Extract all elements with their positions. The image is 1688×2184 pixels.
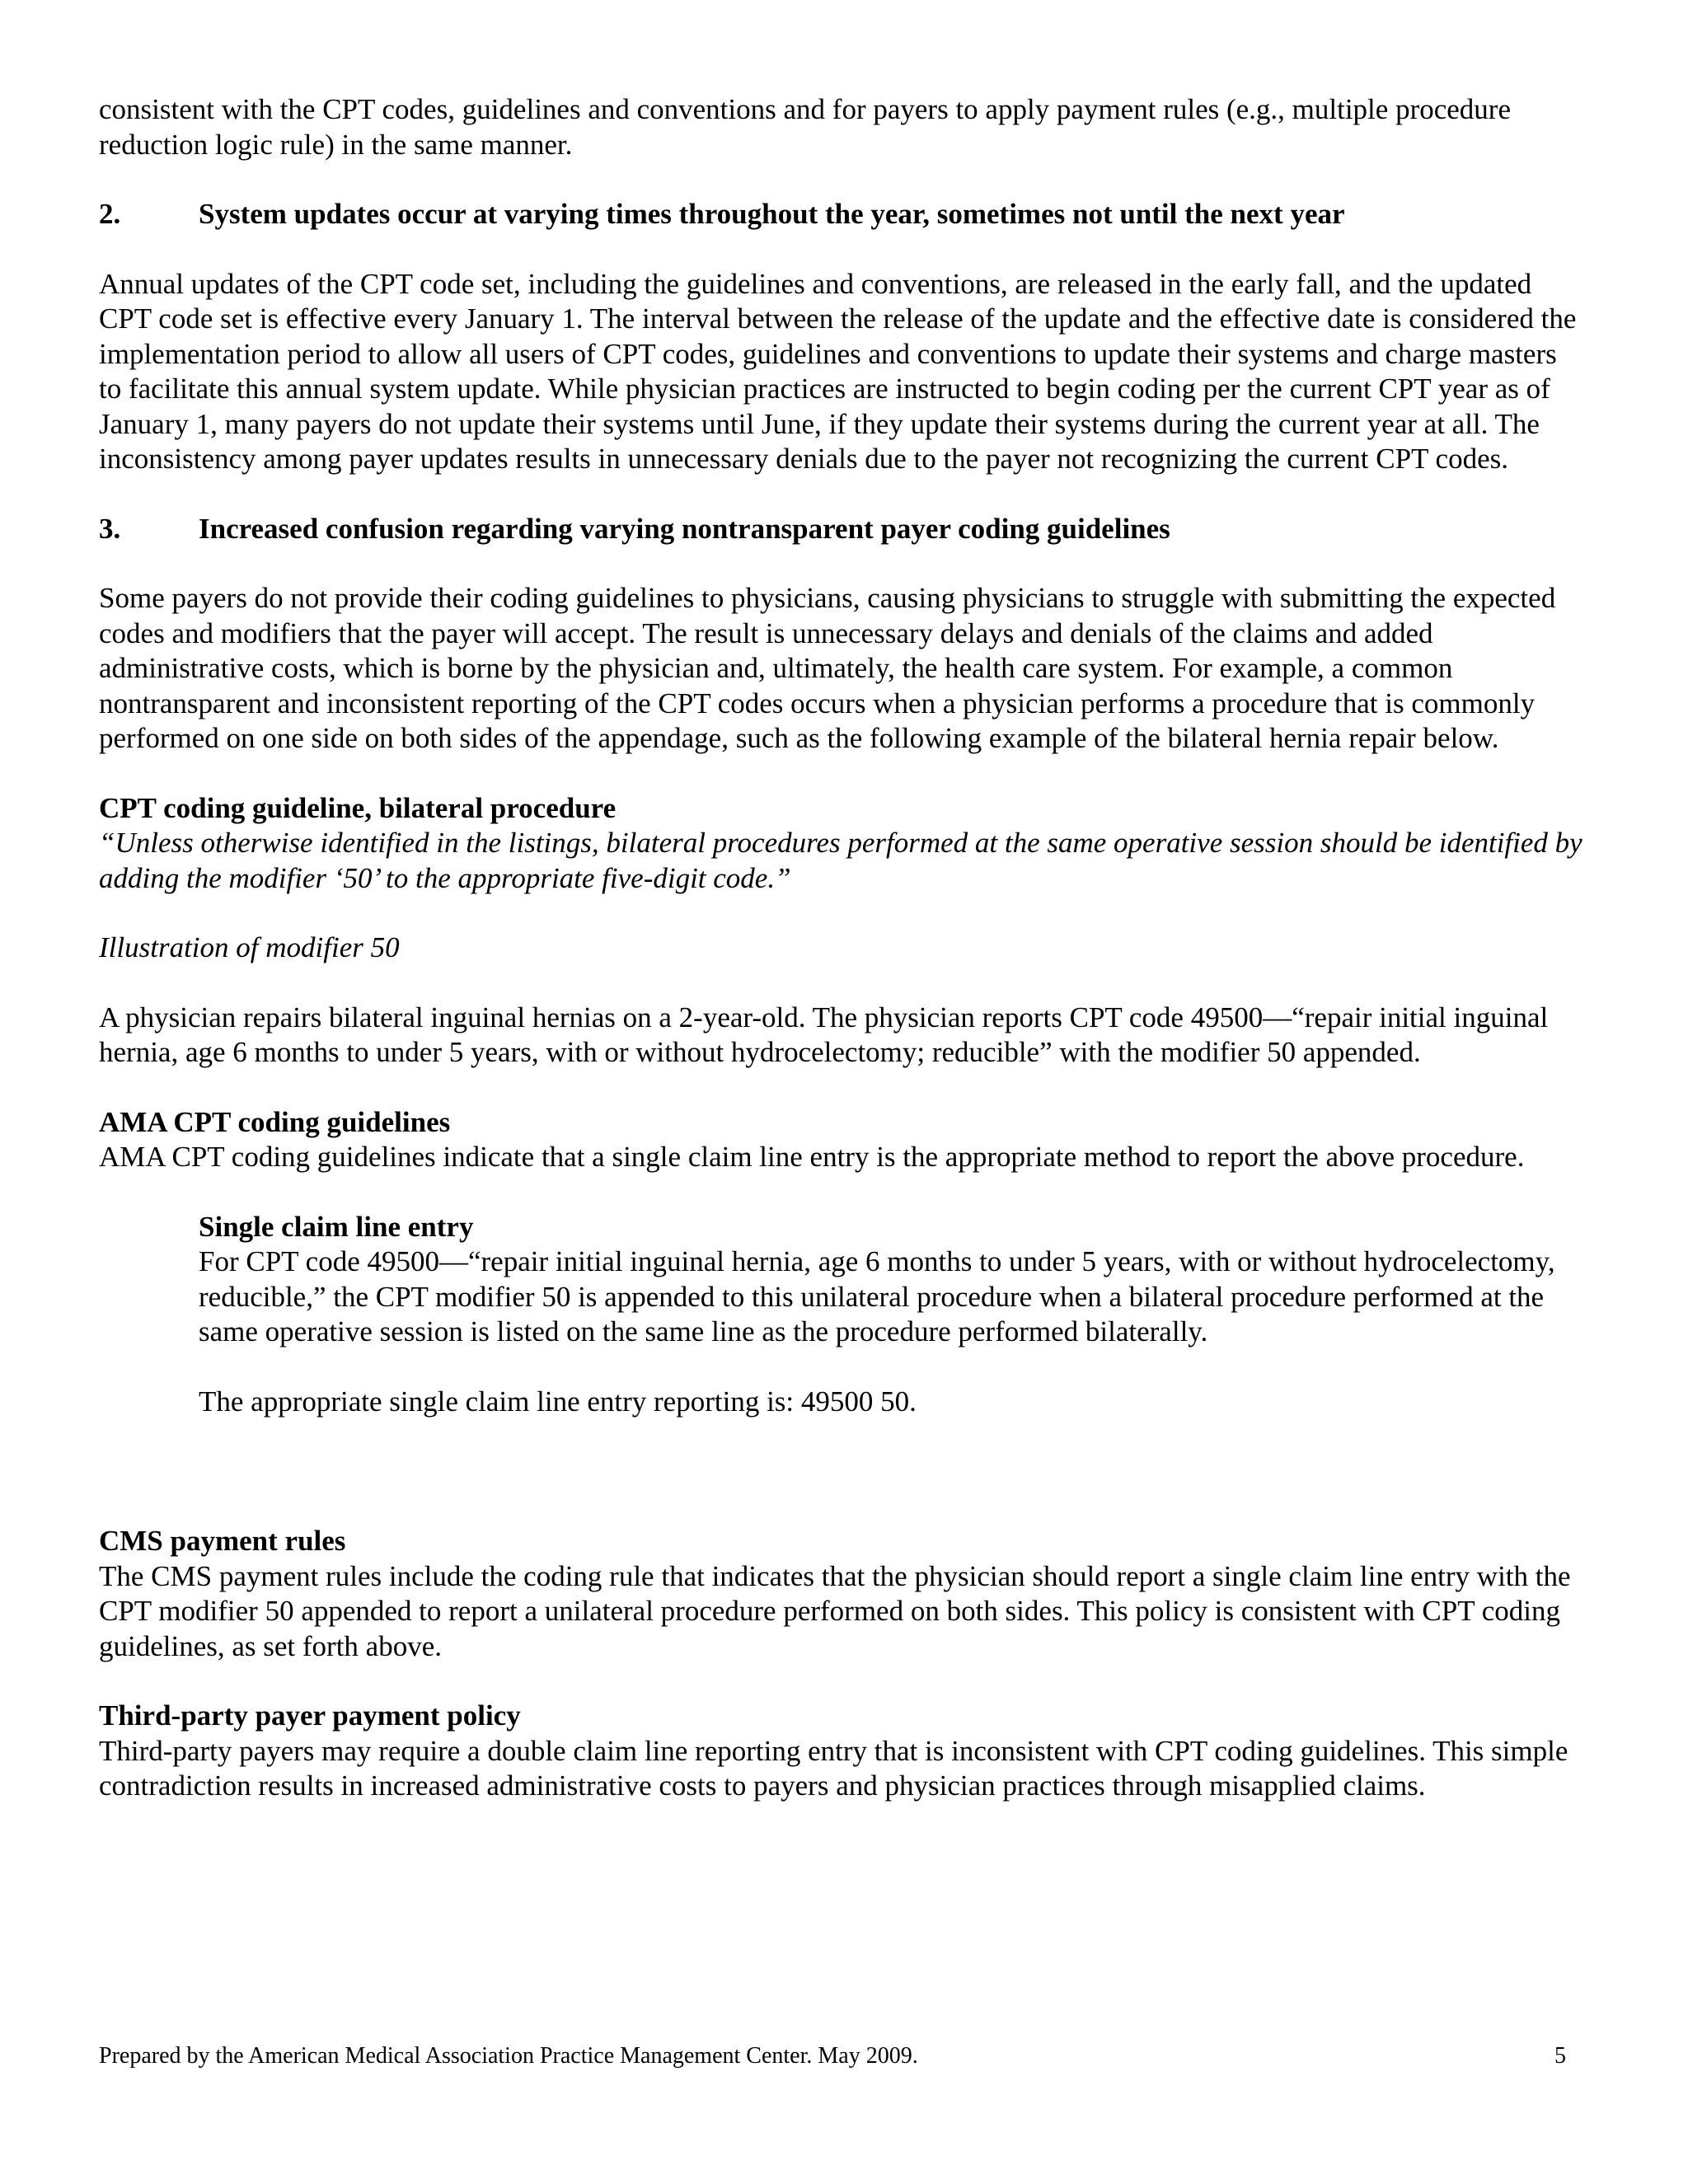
illustration-heading: Illustration of modifier 50 [99,931,400,963]
ama-guidelines-body: AMA CPT coding guidelines indicate that a single claim line entry is the appropriate method to report the above procedure. [99,1141,1525,1173]
section-3-body: Some payers do not provide their coding guidelines to physicians, causing physicians to struggle with submitting the expected codes and modifiers that the payer will accept. The result is unnecessary delays and denials of the claims and added administrative costs, which is borne by the physician and, ultimately, the health care system. For example, a common nontransparent and inconsistent reporting of the CPT codes occurs when a physician performs a procedure that is commonly performed on one side on both sides of the appendage, such as the following example of the bilateral hernia repair below. [99,582,1556,754]
bilateral-guideline-heading: CPT coding guideline, bilateral procedure [99,791,617,824]
document-page [99,92,1582,1804]
single-claim-block [199,1210,1582,1420]
section-2-heading [99,197,1582,232]
single-claim-reporting: The appropriate single claim line entry reporting is: 49500 50. [199,1385,917,1418]
page-number: 5 [1554,2043,1566,2069]
section-2-title: System updates occur at varying times throughout the year, sometimes not until the next year [199,198,1345,230]
intro-paragraph: consistent with the CPT codes, guidelines and conventions and for payers to apply payment rules (e.g., multiple procedure reduction logic rule) in the same manner. [99,93,1511,161]
third-party-body: Third-party payers may require a double claim line reporting entry that is inconsistent with CPT coding guidelines. This simple contradiction results in increased administrative costs to payers and physician practices through misapplied claims. [99,1734,1568,1802]
section-3-title: Increased confusion regarding varying nontransparent payer coding guidelines [199,512,1170,545]
bilateral-guideline-quote: “Unless otherwise identified in the listings, bilateral procedures performed at the same operative session should be identified by adding the modifier ‘50’ to the appropriate five-digit code.” [99,827,1582,894]
footer-credit: Prepared by the American Medical Association Practice Management Center. May 2009. [99,2043,918,2069]
section-3-heading [99,512,1582,547]
single-claim-body: For CPT code 49500—“repair initial inguinal hernia, age 6 months to under 5 years, with or without hydrocelectomy, reducible,” the CPT modifier 50 is appended to this unilateral procedure when a bilateral procedure performed at the same operative session is listed on the same line as the procedure performed bilaterally. [199,1245,1555,1347]
single-claim-heading: Single claim line entry [199,1210,474,1243]
section-2-body: Annual updates of the CPT code set, including the guidelines and conventions, are released in the early fall, and the updated CPT code set is effective every January 1. The interval between the release of the update and the effective date is considered the implementation period to allow all users of CPT codes, guidelines and conventions to update their systems and charge masters to facilitate this annual system update. While physician practices are instructed to begin coding per the current CPT year as of January 1, many payers do not update their systems until June, if they update their systems during the current year at all. The inconsistency among payer updates results in unnecessary denials due to the payer not recognizing the current CPT codes. [99,267,1577,475]
section-2-number: 2. [99,198,121,230]
third-party-heading: Third-party payer payment policy [99,1699,521,1732]
ama-guidelines-heading: AMA CPT coding guidelines [99,1105,451,1138]
section-3-number: 3. [99,512,121,545]
page-footer [99,2042,1566,2070]
illustration-body: A physician repairs bilateral inguinal hernias on a 2-year-old. The physician reports CPT code 49500—“repair initial inguinal hernia, age 6 months to under 5 years, with or without hydrocelectomy; reducible” with the modifier 50 appended. [99,1001,1549,1068]
cms-heading: CMS payment rules [99,1525,346,1557]
cms-body: The CMS payment rules include the coding rule that indicates that the physician should report a single claim line entry with the CPT modifier 50 appended to report a unilateral procedure performed on both sides. This policy is consistent with CPT coding guidelines, as set forth above. [99,1559,1571,1662]
